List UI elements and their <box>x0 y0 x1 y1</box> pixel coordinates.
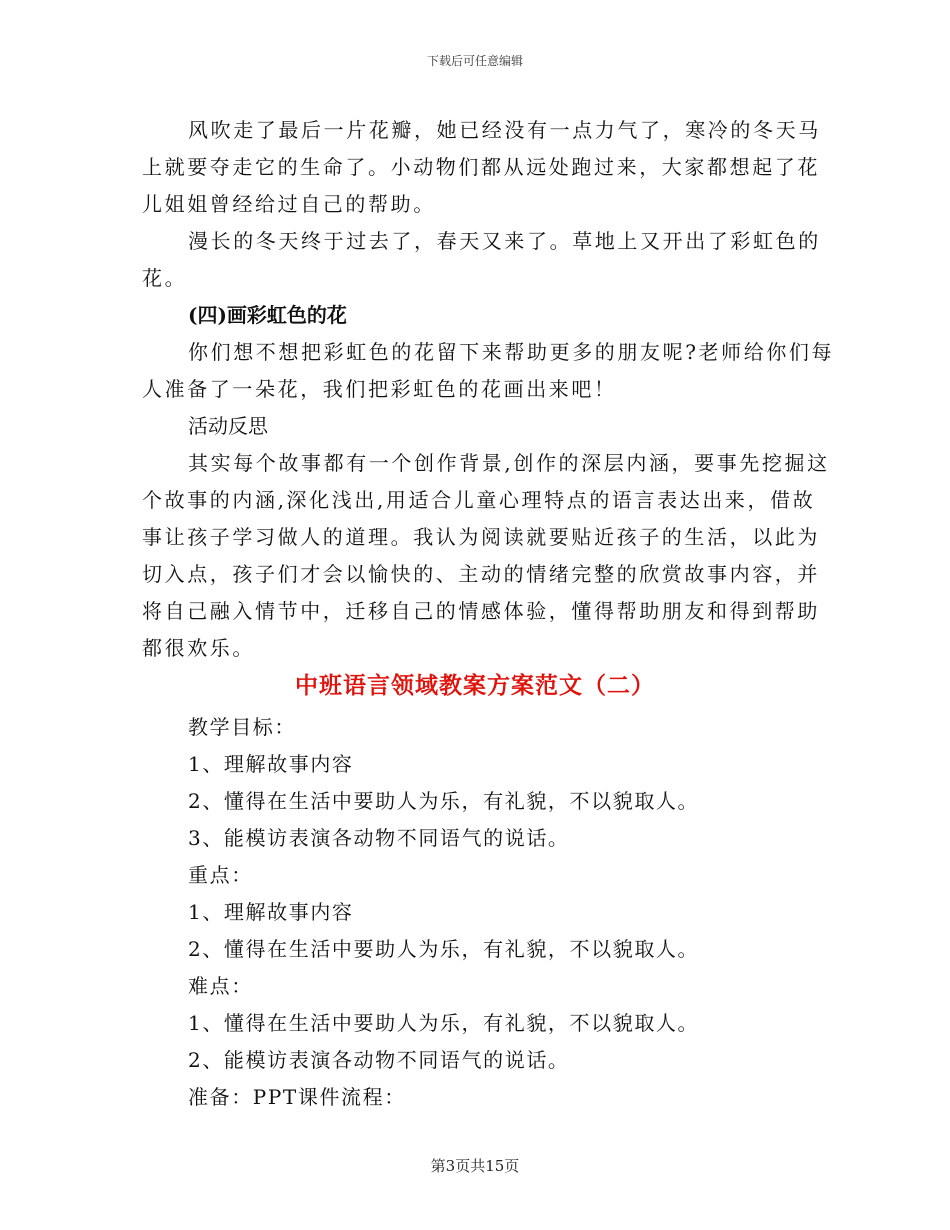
paragraph-line: 事让孩子学习做人的道理。我认为阅读就要贴近孩子的生活，以此为 <box>142 525 820 549</box>
paragraph-line: 切入点，孩子们才会以愉快的、主动的情绪完整的欣赏故事内容，并 <box>142 562 820 586</box>
paragraph-line: 风吹走了最后一片花瓣，她已经没有一点力气了，寒冷的冬天马 <box>188 118 821 142</box>
key-item: 1、理解故事内容 <box>188 900 354 924</box>
paragraph-line: 都很欢乐。 <box>142 636 255 660</box>
goal-item: 3、能模访表演各动物不同语气的说话。 <box>188 826 570 850</box>
paragraph-line: 儿姐姐曾经给过自己的帮助。 <box>142 192 436 216</box>
goal-item: 2、懂得在生活中要助人为乐，有礼貌，不以貌取人。 <box>188 789 700 813</box>
paragraph-line: 个故事的内涵,深化浅出,用适合儿童心理特点的语言表达出来，借故 <box>142 488 816 512</box>
goal-item: 1、理解故事内容 <box>188 752 354 776</box>
paragraph-line: 漫长的冬天终于过去了，春天又来了。草地上又开出了彩虹色的 <box>188 229 821 253</box>
difficult-item: 1、懂得在生活中要助人为乐，有礼貌，不以貌取人。 <box>188 1011 700 1035</box>
paragraph-line: 你们想不想把彩虹色的花留下来帮助更多的朋友呢?老师给你们每 <box>188 340 835 364</box>
paragraph-line: 将自己融入情节中，迁移自己的情感体验，懂得帮助朋友和得到帮助 <box>142 599 820 623</box>
section-title: 中班语言领域教案方案范文（二） <box>295 672 655 699</box>
section-heading: (四)画彩虹色的花 <box>188 303 347 327</box>
difficult-item: 2、能模访表演各动物不同语气的说话。 <box>188 1048 570 1072</box>
preparation-line: 准备：PPT课件流程： <box>188 1085 406 1109</box>
goals-label: 教学目标： <box>188 715 296 739</box>
reflection-label: 活动反思 <box>188 414 268 438</box>
key-label: 重点： <box>188 863 253 887</box>
difficult-label: 难点： <box>188 974 253 998</box>
paragraph-line: 上就要夺走它的生命了。小动物们都从远处跑过来，大家都想起了花 <box>142 155 820 179</box>
key-item: 2、懂得在生活中要助人为乐，有礼貌，不以貌取人。 <box>188 937 700 961</box>
paragraph-line: 花。 <box>142 266 188 290</box>
page-header: 下载后可任意编辑 <box>426 54 523 68</box>
paragraph-line: 人准备了一朵花，我们把彩虹色的花画出来吧！ <box>142 377 617 401</box>
paragraph-line: 其实每个故事都有一个创作背景,创作的深层内涵，要事先挖掘这 <box>188 451 830 475</box>
page-footer: 第3页共15页 <box>430 1157 520 1175</box>
